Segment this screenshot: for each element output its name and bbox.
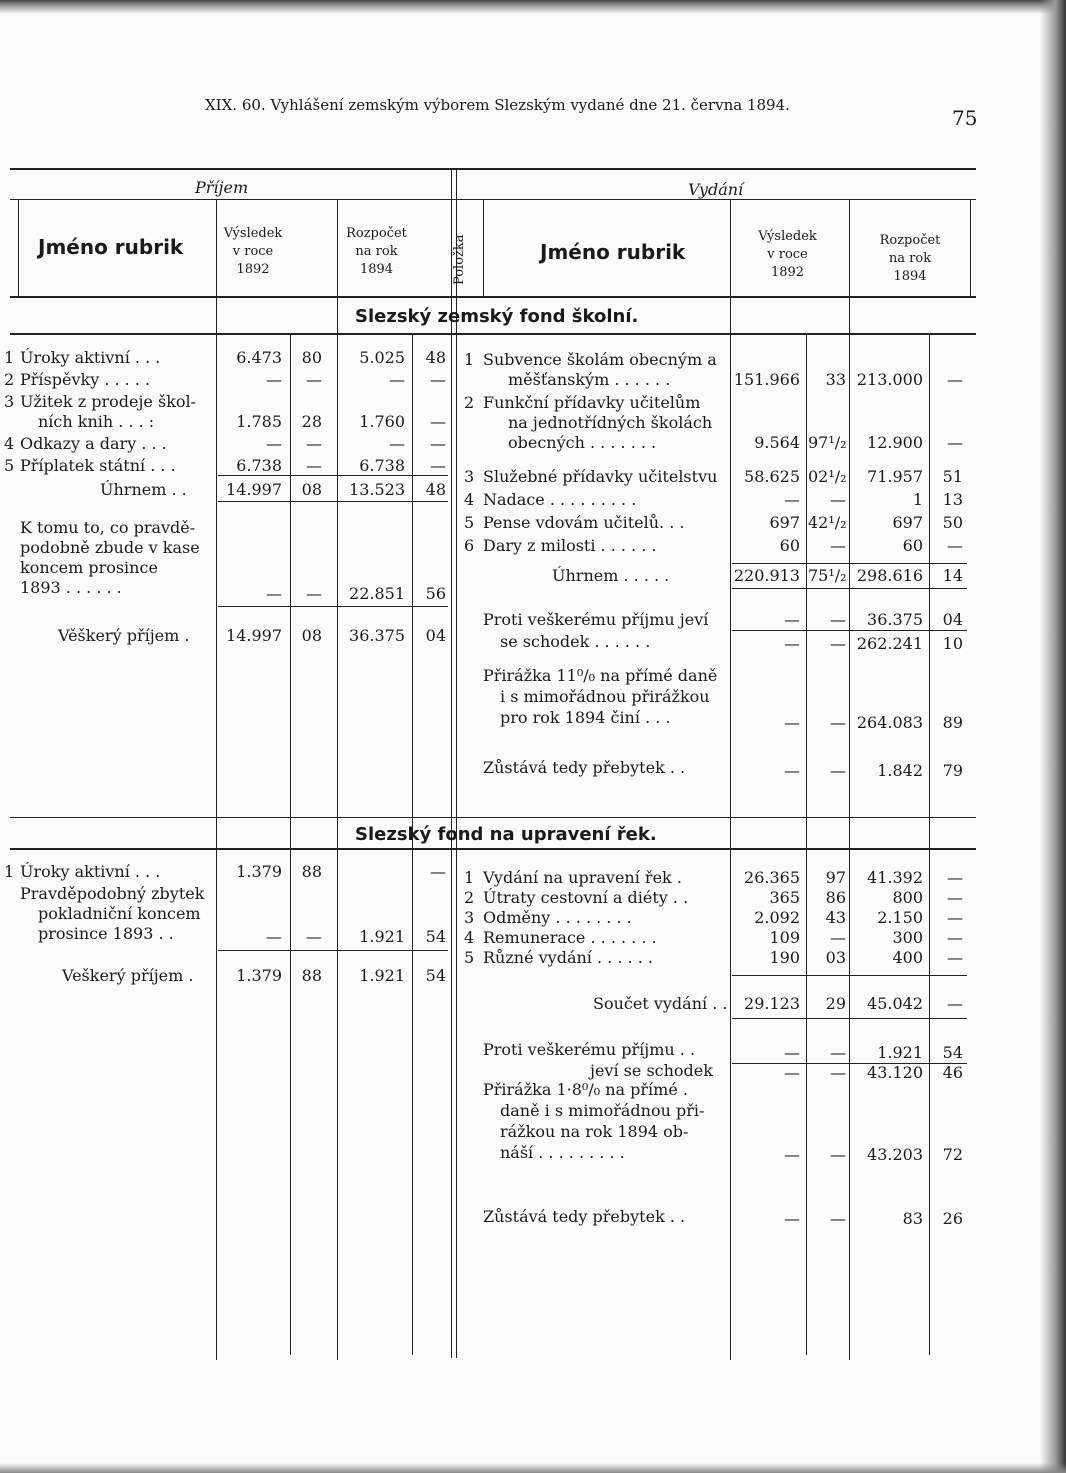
budget-whole: 2.150 [877,908,923,927]
income-budget-header: Rozpočet na rok 1894 [346,226,407,277]
result-whole: — [784,1043,800,1062]
budget-fraction: 48 [425,480,446,499]
result-fraction: 88 [301,862,322,881]
surplus-label: Zůstává tedy přebytek . . [483,1207,686,1226]
result-fraction: 97¹/₂ [808,433,847,452]
budget-whole: 22.851 [349,584,405,603]
budget-fraction: — [947,994,963,1013]
budget-whole: 262.241 [856,634,923,653]
surcharge-text: Přirážka 1·8⁰/₀ na přímé . [483,1080,688,1099]
result-whole: 109 [769,928,800,947]
deficit-text: Proti veškerému příjmu jeví [483,610,709,629]
budget-whole: 300 [892,928,923,947]
income-item-name: Úroky aktivní . . . [20,862,161,881]
income-heading: Příjem [195,178,249,197]
result-fraction: 43 [825,908,846,927]
expense-item-name: Subvence školám obecným a [483,350,717,369]
remainder-text: pokladniční koncem [38,904,201,923]
budget-whole: 60 [902,536,923,555]
item-number: 2 [464,888,475,907]
result-whole: 29.123 [744,994,800,1013]
budget-fraction: 56 [425,584,446,603]
result-whole: 365 [769,888,800,907]
all-income-label: Věškerý příjem . [58,626,190,645]
budget-fraction: — [947,536,963,555]
expense-item-name: Pense vdovám učitelů. . . [483,513,685,532]
deficit-rule [732,630,967,631]
item-number: 1 [464,868,475,887]
budget-fraction: 26 [942,1209,963,1228]
item-number: 5 [464,513,475,532]
result-whole: — [784,634,800,653]
vline-expense-b-split [929,335,930,1355]
result-whole: — [784,713,800,732]
result-whole: 2.092 [754,908,800,927]
result-fraction: — [306,584,322,603]
budget-fraction: — [430,412,446,431]
remainder-text: koncem prosince [20,558,158,577]
result-whole: — [784,761,800,780]
budget-whole: 1.921 [877,1043,923,1062]
expense-total-rule [732,588,967,589]
item-number: 5 [4,456,15,475]
budget-fraction: 50 [942,513,963,532]
income-name-header: Jméno rubrik [38,235,184,259]
expense-item-name: Dary z milosti . . . . . . [483,536,657,555]
item-number: 1 [464,350,475,369]
budget-fraction: — [947,908,963,927]
income-item-name: Úroky aktivní . . . [20,348,161,367]
vline-left [18,200,19,297]
result-whole: — [266,584,282,603]
budget-whole: 5.025 [359,348,405,367]
result-whole: — [266,434,282,453]
expense-item-name: Služebné přídavky učitelstvu [483,467,718,486]
result-fraction: — [306,456,322,475]
surcharge-text: pro rok 1894 činí . . . [500,708,671,727]
budget-whole: 1.921 [359,966,405,985]
expense-item-name: obecných . . . . . . . [508,433,657,452]
surcharge-text: rážkou na rok 1894 ob- [500,1122,689,1141]
expense-total-label: Úhrnem . . . . . [552,566,670,585]
result-whole: 58.625 [744,467,800,486]
budget-whole: 400 [892,948,923,967]
result-whole: — [784,1063,800,1082]
result-whole: 1.379 [236,862,282,881]
page-header-title: XIX. 60. Vyhlášení zemským výborem Slezským vydané dne 21. června 1894. [205,96,790,114]
result-fraction: — [830,713,846,732]
expense-item-name: Nadace . . . . . . . . . [483,490,637,509]
result-whole: — [784,1145,800,1164]
vline-center-b [456,168,457,1358]
result-whole: 14.997 [226,480,282,499]
budget-fraction: — [947,433,963,452]
income-item-name: Užitek z prodeje škol- [20,392,197,411]
budget-whole: 1 [912,490,923,509]
vline-income-r-split [290,335,291,1355]
budget-fraction: 14 [942,566,963,585]
budget-fraction: — [430,456,446,475]
deficit-text: Proti veškerému příjmu . . [483,1040,696,1059]
item-number: 6 [464,536,475,555]
item-number: 4 [464,490,475,509]
budget-whole: 298.616 [856,566,923,585]
budget-fraction: 10 [942,634,963,653]
budget-fraction: — [430,370,446,389]
result-whole: 26.365 [744,868,800,887]
result-fraction: — [306,434,322,453]
income-sum-rule [218,475,448,476]
budget-fraction: 89 [942,713,963,732]
result-fraction: 03 [825,948,846,967]
result-whole: — [784,490,800,509]
expense-heading: Vydání [688,180,744,199]
item-number: 4 [4,434,15,453]
remainder-text: Pravděpodobný zbytek [20,884,205,903]
result-fraction: — [830,1209,846,1228]
surcharge-text: daně i s mimořádnou při- [500,1101,705,1120]
vline-income-b-split [412,335,413,1355]
result-fraction: 86 [825,888,846,907]
result-whole: — [784,610,800,629]
result-fraction: 28 [301,412,322,431]
rule-top [10,168,976,170]
surcharge-text: náší . . . . . . . . . [500,1143,625,1162]
expense-item-name: Různé vydání . . . . . . [483,948,653,967]
result-fraction: — [830,928,846,947]
expense-item-name: měšťanským . . . . . . [508,370,671,389]
result-whole: 697 [769,513,800,532]
income-result-header: Výsledek v roce 1892 [223,226,283,277]
result-fraction: 75¹/₂ [808,566,847,585]
rule-header-bottom [10,296,976,298]
budget-whole: 6.738 [359,456,405,475]
item-number: 1 [4,862,15,881]
result-whole: 6.738 [236,456,282,475]
remainder-text: prosince 1893 . . [38,924,174,943]
budget-fraction: 51 [942,467,963,486]
budget-fraction: 04 [425,626,446,645]
vline-expense-result [730,200,731,1360]
budget-fraction: 54 [425,927,446,946]
income-item-name: Příplatek státní . . . [20,456,176,475]
budget-whole: 83 [902,1209,923,1228]
remainder-text: 1893 . . . . . . [20,578,122,597]
budget-fraction: — [947,948,963,967]
rule-section1-title [10,333,976,335]
result-fraction: 08 [301,626,322,645]
budget-whole: 1.842 [877,761,923,780]
budget-fraction: 48 [425,348,446,367]
result-whole: 6.473 [236,348,282,367]
expense-name-header: Jméno rubrik [540,240,686,264]
budget-whole: 36.375 [867,610,923,629]
income-sum-rule [218,606,448,607]
expense-item-name: Funkční přídavky učitelům [483,393,701,412]
scan-edge-top [0,0,1066,14]
expense-total-rule [732,1018,967,1019]
budget-whole: 13.523 [349,480,405,499]
result-fraction: 29 [825,994,846,1013]
result-whole: 14.997 [226,626,282,645]
result-fraction: — [306,370,322,389]
budget-whole: 697 [892,513,923,532]
budget-fraction: 13 [942,490,963,509]
budget-fraction: 54 [942,1043,963,1062]
result-whole: 1.785 [236,412,282,431]
result-fraction: 33 [825,370,846,389]
vline-income-result [216,200,217,1360]
surcharge-text: i s mimořádnou přirážkou [500,687,710,706]
vline-item [483,200,484,297]
item-number: 1 [4,348,15,367]
expense-item-name: Remunerace . . . . . . . [483,928,657,947]
income-sum-rule [218,950,448,951]
budget-whole: 800 [892,888,923,907]
scan-edge-right [1040,0,1066,1473]
result-whole: 220.913 [733,566,800,585]
budget-whole: 213.000 [856,370,923,389]
result-fraction: 02¹/₂ [808,467,847,486]
expense-total-label: Součet vydání . . [593,994,728,1013]
deficit-text: se schodek . . . . . . [500,632,651,651]
vline-expense-r-split [806,335,807,1355]
expense-sum-rule [732,563,967,564]
school-fund-title: Slezský zemský fond školní. [355,306,639,327]
expense-item-name: Vydání na upravení řek . [483,868,682,887]
surcharge-text: Přirážka 11⁰/₀ na přímé daně [483,666,718,685]
result-fraction: — [306,927,322,946]
budget-whole: 43.120 [867,1063,923,1082]
budget-whole: 12.900 [867,433,923,452]
result-whole: 60 [779,536,800,555]
budget-whole: 264.083 [856,713,923,732]
vline-center-a [451,168,452,1358]
expense-item-name: Odměny . . . . . . . . [483,908,632,927]
budget-fraction: 46 [942,1063,963,1082]
result-fraction: 42¹/₂ [808,513,847,532]
budget-whole: 41.392 [867,868,923,887]
budget-fraction: 72 [942,1145,963,1164]
income-item-name: Odkazy a dary . . . [20,434,167,453]
result-fraction: — [830,761,846,780]
vline-right [970,200,971,297]
expense-result-header: Výsledek v roce 1892 [758,229,817,280]
scan-edge-bottom [0,1463,1066,1473]
remainder-text: K tomu to, co pravdě- [20,518,196,537]
item-header: Položka [452,234,467,285]
result-whole: — [784,1209,800,1228]
budget-fraction: — [947,928,963,947]
result-fraction: — [830,1063,846,1082]
result-whole: — [266,927,282,946]
budget-whole: 1.921 [359,927,405,946]
item-number: 4 [464,928,475,947]
result-fraction: — [830,536,846,555]
expense-budget-header: Rozpočet na rok 1894 [879,233,941,284]
remainder-text: podobně zbude v kase [20,538,200,557]
deficit-text: jeví se schodek [590,1061,713,1080]
page-number: 75 [952,106,978,130]
expense-item-name: Útraty cestovní a diéty . . [483,888,689,907]
result-fraction: 08 [301,480,322,499]
item-number: 3 [4,392,15,411]
result-fraction: — [830,634,846,653]
result-fraction: — [830,490,846,509]
budget-fraction: — [947,868,963,887]
item-number: 5 [464,948,475,967]
budget-fraction: 54 [425,966,446,985]
expense-item-name: na jednotřídných školách [508,413,713,432]
item-number: 2 [4,370,15,389]
budget-fraction: 04 [942,610,963,629]
budget-whole: 45.042 [867,994,923,1013]
result-whole: — [266,370,282,389]
budget-whole: 43.203 [867,1145,923,1164]
income-total-rule [218,501,448,502]
vline-income-budget [337,200,338,1360]
item-number: 3 [464,467,475,486]
budget-fraction: — [430,434,446,453]
budget-whole: — [389,434,405,453]
result-fraction: — [830,1043,846,1062]
result-fraction: 80 [301,348,322,367]
income-total-label: Úhrnem . . [100,480,187,499]
result-fraction: 88 [301,966,322,985]
budget-fraction: — [947,370,963,389]
river-fund-title: Slezský fond na upravení řek. [355,824,657,845]
rule-header-split [10,199,976,200]
surplus-label: Zůstává tedy přebytek . . [483,758,686,777]
budget-fraction: — [947,888,963,907]
income-item-name: Příspěvky . . . . . [20,370,151,389]
budget-fraction: — [430,862,446,881]
result-fraction: — [830,610,846,629]
result-fraction: 97 [825,868,846,887]
budget-whole: — [389,370,405,389]
result-whole: 9.564 [754,433,800,452]
budget-whole: 71.957 [867,467,923,486]
budget-whole: 1.760 [359,412,405,431]
result-fraction: — [830,1145,846,1164]
all-income-label: Veškerý příjem . [62,966,194,985]
budget-fraction: 79 [942,761,963,780]
item-number: 2 [464,393,475,412]
result-whole: 1.379 [236,966,282,985]
item-number: 3 [464,908,475,927]
result-whole: 151.966 [733,370,800,389]
income-item-name: ních knih . . . : [38,412,155,431]
rule-section2-top [10,817,976,818]
expense-sum-rule [732,975,967,976]
vline-expense-budget [849,200,850,1360]
budget-whole: 36.375 [349,626,405,645]
rule-section2-title [10,848,976,850]
result-whole: 190 [769,948,800,967]
